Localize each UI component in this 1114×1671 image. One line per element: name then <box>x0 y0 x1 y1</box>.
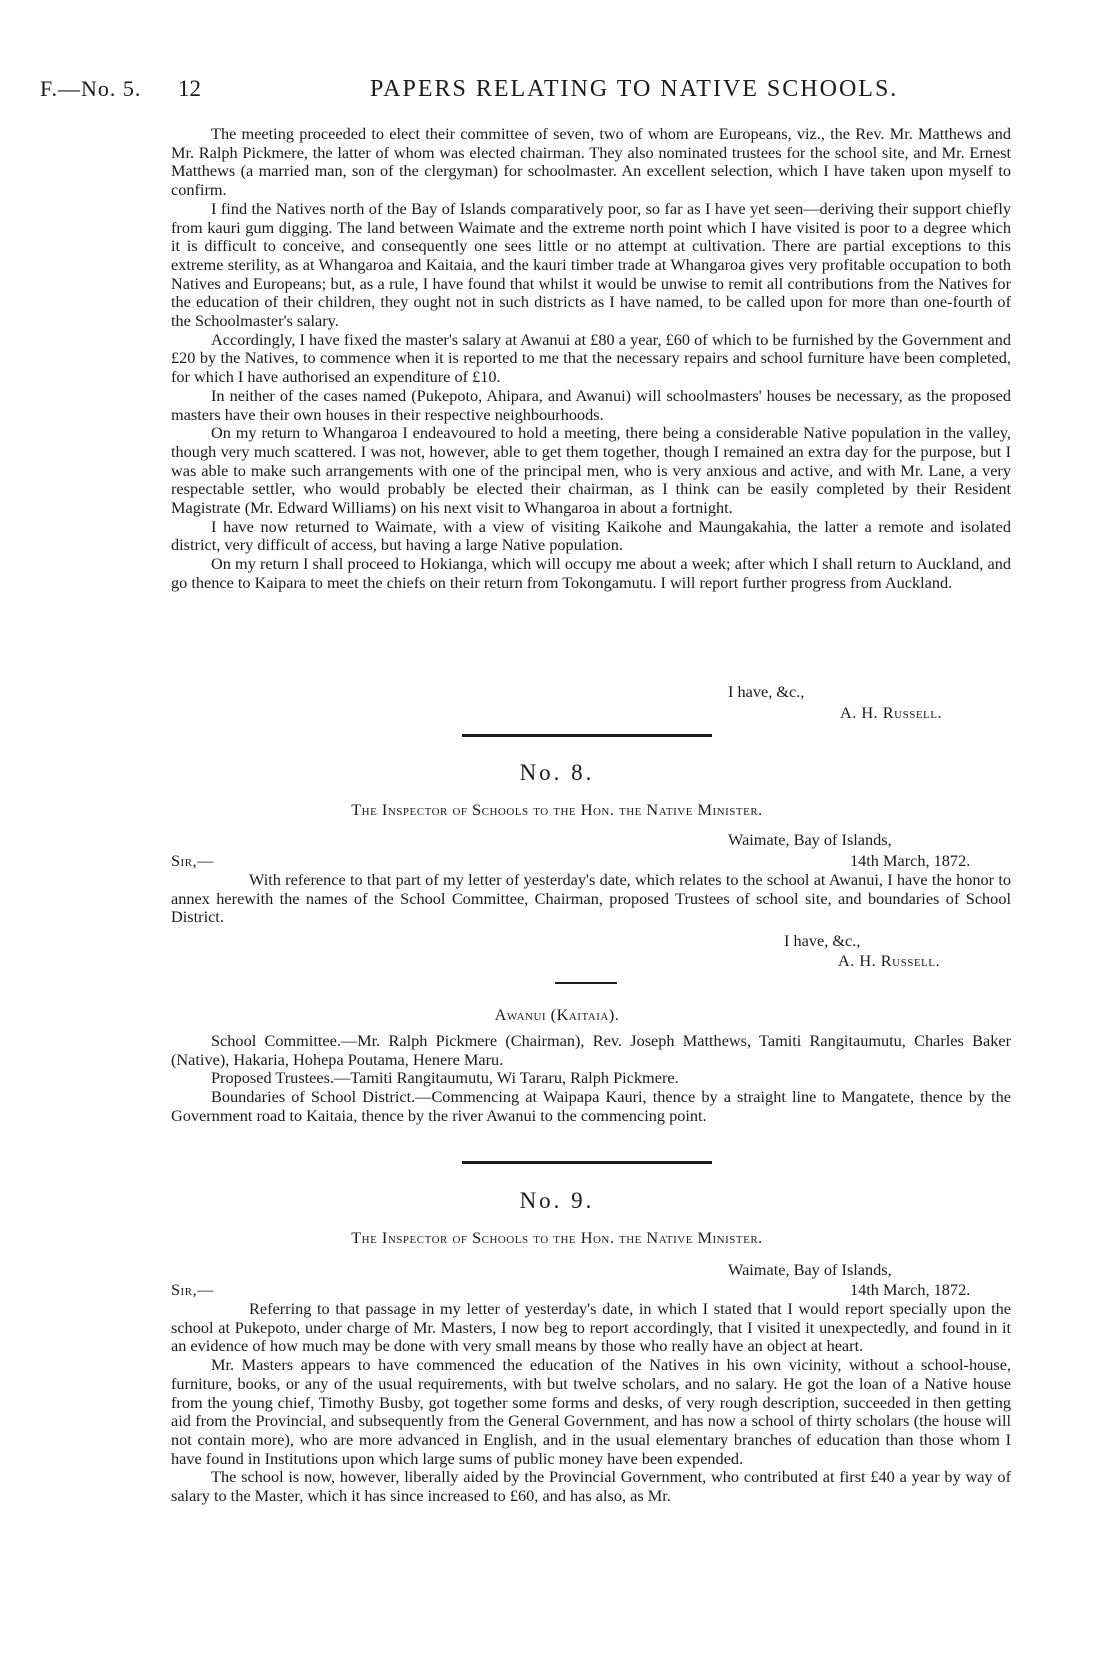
paragraph: On my return to Whangaroa I endeavoured to hold a meeting, there being a considerable Native population in the valley, though very much scattered. I was not, however, able to get them together, though I remained an extra day for the purpose, but I was able to make such arrangements with one of the principal men, who is very anxious and active, and with Mr. Lane, a very respectable settler, who would probably be elected their chairman, as I think can be easily completed by their Resident Magistrate (Mr. Edward Williams) on his next visit to Whangaroa in about a fortnight. <box>171 423 1011 518</box>
paragraph: Proposed Trustees.—Tamiti Rangitaumutu, Wi Tararu, Ralph Pickmere. <box>211 1068 679 1088</box>
letter-place: Waimate, Bay of Islands, <box>728 1260 892 1279</box>
page-header <box>40 76 1074 106</box>
paragraph: On my return I shall proceed to Hokianga, which will occupy me about a week; after which I shall return to Auckland, and go thence to Kaipara to meet the chiefs on their return from Tokongamutu. I will report further progress from Auckland. <box>171 554 1011 592</box>
paragraph: I find the Natives north of the Bay of Islands comparatively poor, so far as I have yet seen—deriving their support chiefly from kauri gum digging. The land between Waimate and the extreme north point which I have visited is poor to a degree which it is difficult to conceive, and consequently one sees little or no attempt at cultivation. There are partial exceptions to this extreme sterility, as at Whangaroa and Kaitaia, and the kauri timber trade at Whangaroa gives very profitable occupation to both Natives and Europeans; but, as a rule, I have found that whilst it would be unwise to remit all contributions from the Natives for the education of their children, they ought not in such districts as I have named, to be called upon for more than one-fourth of the Schoolmaster's salary. <box>171 198 1011 331</box>
letter-9-body <box>171 1300 1011 1506</box>
paragraph: With reference to that part of my letter of yesterday's date, which relates to the school at Awanui, I have the honor to annex herewith the names of the School Committee, Chairman, proposed Trustees of school site, and boundaries of School District. <box>171 870 1011 927</box>
section-divider <box>555 982 617 984</box>
paragraph: The meeting proceeded to elect their committee of seven, two of whom are Europeans, viz., the Rev. Mr. Matthews and Mr. Ralph Pickmere, the latter of whom was elected chairman. They also nominated trustees for the school site, and Mr. Ernest Matthews (a married man, son of the clergyman) for schoolmaster. An excellent selection, which I have taken upon myself to confirm. <box>171 124 1011 200</box>
salutation: Sir,— <box>171 1280 214 1299</box>
signature: A. H. Russell. <box>838 951 941 970</box>
signature: A. H. Russell. <box>840 703 943 722</box>
paragraph: In neither of the cases named (Pukepoto, Ahipara, and Awanui) will schoolmasters' houses be necessary, as the proposed masters have their own houses in their respective neighbourhoods. <box>171 385 1011 424</box>
letter-heading: The Inspector of Schools to the Hon. the Native Minister. <box>351 1228 763 1247</box>
paragraph: Boundaries of School District.—Commencing at Waipapa Kauri, thence by a straight line to Mangatete, thence by the Government road to Kaitaia, thence by the river Awanui to the commencing point. <box>171 1087 1011 1125</box>
section-divider <box>462 1161 712 1164</box>
section-divider <box>462 734 712 737</box>
letter-date: 14th March, 1872. <box>850 1280 971 1299</box>
letter-date: 14th March, 1872. <box>850 851 971 870</box>
enclosure-title: Awanui (Kaitaia). <box>494 1005 620 1024</box>
letter-number: No. 9. <box>519 1188 595 1213</box>
salutation: Sir,— <box>171 851 214 870</box>
document-reference: F.—No. 5. <box>40 76 142 101</box>
paragraph: Accordingly, I have fixed the master's salary at Awanui at £80 a year, £60 of which to be furnished by the Government and £20 by the Natives, to commence when it is reported to me that the necessary repairs and school furniture have been completed, for which I have authorised an expenditure of £10. <box>171 329 1011 387</box>
paragraph: Referring to that passage in my letter of yesterday's date, in which I stated that I would report specially upon the school at Pukepoto, under charge of Mr. Masters, I now beg to report accordingly, that I visited it unexpectedly, and found in it an evidence of how much may be done with very small means by those who really have an object at heart. <box>171 1299 1011 1356</box>
paragraph: I have now returned to Waimate, with a view of visiting Kaikohe and Maungakahia, the latter a remote and isolated district, very difficult of access, but having a large Native population. <box>171 516 1011 555</box>
page-number: 12 <box>178 76 201 101</box>
paragraph: The school is now, however, liberally aided by the Provincial Government, who contributed at first £40 a year by way of salary to the Master, which it has since increased to £60, and has also, as Mr. <box>171 1467 1011 1506</box>
letter-8-body <box>171 871 1011 927</box>
closing: I have, &c., <box>784 931 861 950</box>
letter-number: No. 8. <box>519 760 595 785</box>
letter-place: Waimate, Bay of Islands, <box>728 830 892 849</box>
letter-7-body <box>171 125 1011 593</box>
closing: I have, &c., <box>728 682 805 701</box>
enclosure-body <box>171 1032 1011 1126</box>
paragraph: School Committee.—Mr. Ralph Pickmere (Chairman), Rev. Joseph Matthews, Tamiti Rangitaumutu, Charles Baker (Native), Hakaria, Hohepa Poutama, Henere Maru. <box>171 1031 1011 1069</box>
paragraph: Mr. Masters appears to have commenced the education of the Natives in his own vicinity, without a school-house, furniture, books, or any of the usual requirements, with but twelve scholars, and no salary. He got the loan of a Native house from the young chief, Timothy Busby, got together some forms and desks, of very rough description, succeeded in then getting aid from the Provincial, and subsequently from the General Government, and has now a school of thirty scholars (the house will not contain more), who are more advanced in English, and in the usual elementary branches of education than those whom I have found in Institutions upon which large sums of public money have been expended. <box>171 1355 1011 1468</box>
page-title: PAPERS RELATING TO NATIVE SCHOOLS. <box>370 76 899 102</box>
letter-heading: The Inspector of Schools to the Hon. the Native Minister. <box>351 800 763 819</box>
